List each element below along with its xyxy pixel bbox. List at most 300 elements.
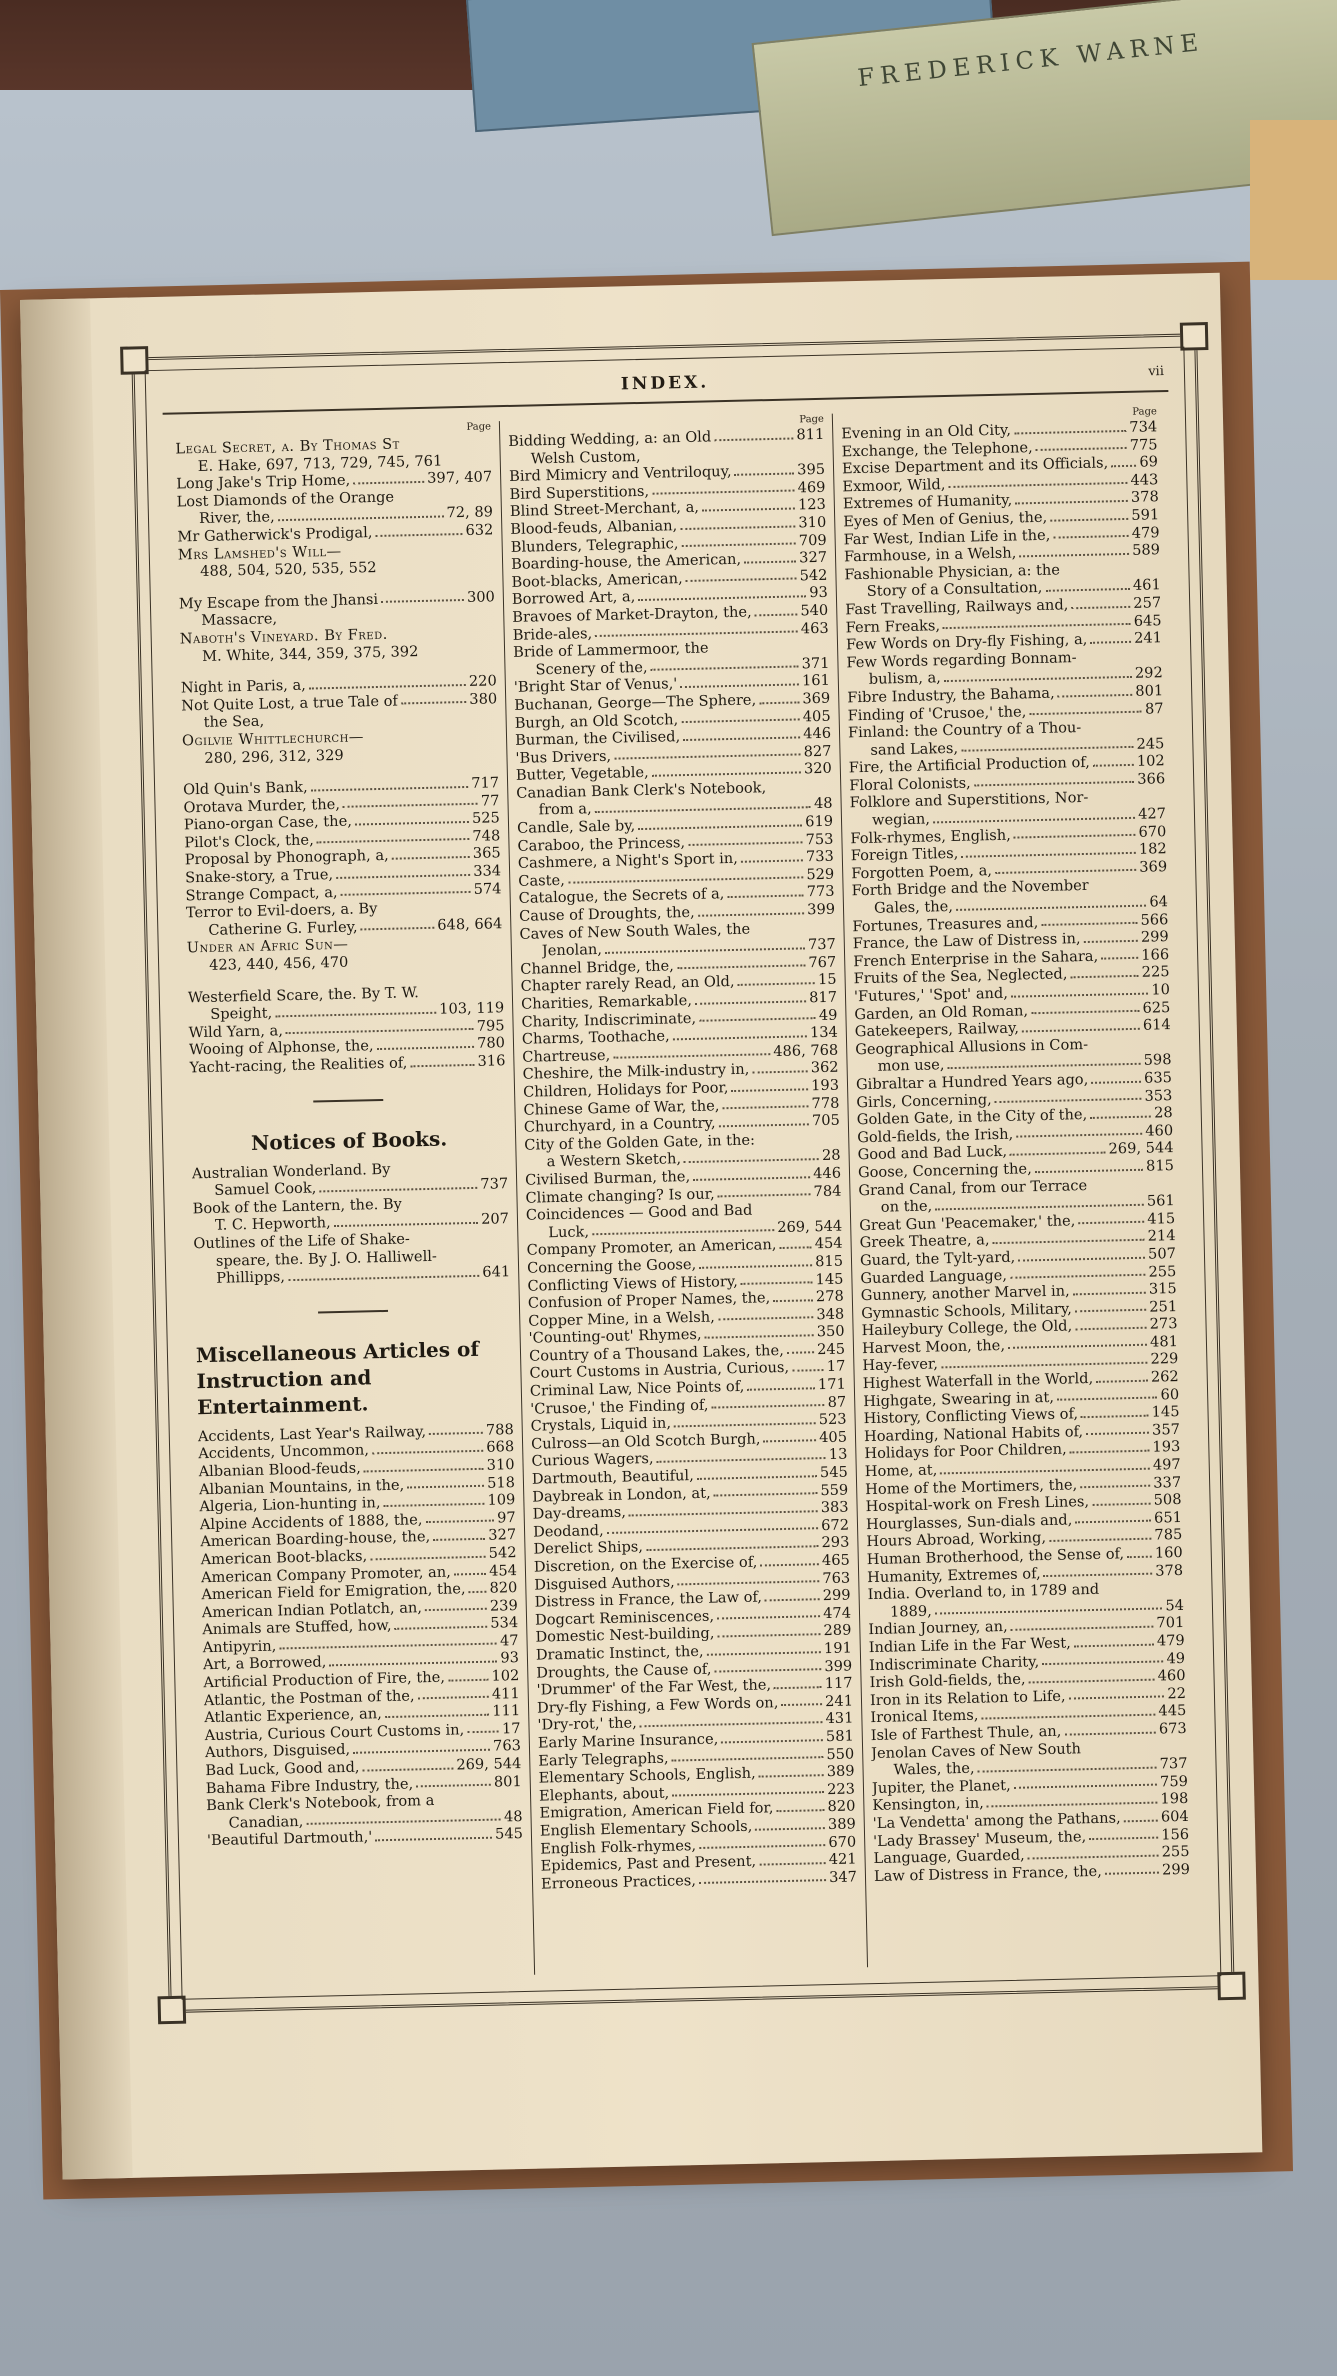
entry-page-ref: 705 xyxy=(811,1111,841,1130)
entry-title: Wooing of Alphonse, the, xyxy=(188,1037,374,1059)
entry-page-ref: 486, 768 xyxy=(773,1041,839,1060)
entry-page-ref: 614 xyxy=(1142,1016,1171,1034)
entry-page-ref: 737 xyxy=(1159,1755,1188,1773)
entry-title: Forgotten Poem, a, xyxy=(851,861,993,883)
entry-title: Artificial Production of Fire, the, xyxy=(203,1668,446,1692)
leader-dots xyxy=(978,1766,1157,1772)
entry-page-ref: 369 xyxy=(1139,857,1168,876)
leader-dots xyxy=(1075,1309,1146,1313)
entry-page-ref: 815 xyxy=(1145,1156,1175,1175)
entry-title: Harvest Moon, the, xyxy=(861,1336,1006,1358)
entry-title: Gymnastic Schools, Military, xyxy=(861,1300,1073,1322)
section-divider xyxy=(318,1310,388,1314)
entry-page-ref: 733 xyxy=(805,847,835,866)
leader-dots xyxy=(1081,1415,1149,1419)
entry-title: 'Crusoe,' the Finding of, xyxy=(530,1396,709,1418)
entry-title: Forth Bridge and the November xyxy=(851,877,1089,900)
entry-title: Caste, xyxy=(518,871,565,890)
leader-dots xyxy=(384,1502,485,1506)
leader-dots xyxy=(752,1070,807,1073)
entry-title: Dogcart Reminiscences, xyxy=(534,1607,715,1629)
entry-title: Charity, Indiscriminate, xyxy=(521,1009,697,1031)
leader-dots xyxy=(595,631,798,638)
leader-dots xyxy=(353,481,424,485)
entry-title: Churchyard, in a Country, xyxy=(523,1114,716,1136)
entry-title: Boot-blacks, American, xyxy=(511,569,683,591)
entry-title: Piano-organ Case, the, xyxy=(183,812,353,834)
leader-dots xyxy=(747,1387,815,1391)
leader-dots xyxy=(1075,1520,1151,1524)
entry-page-ref: 784 xyxy=(813,1182,842,1200)
leader-dots xyxy=(699,1264,812,1269)
entry-title: Distress in France, the Law of, xyxy=(534,1588,763,1611)
entry-title: Confusion of Proper Names, the, xyxy=(527,1289,771,1312)
leader-dots xyxy=(279,1643,497,1650)
index-list xyxy=(841,418,1190,1885)
index-columns xyxy=(167,406,1200,1982)
entry-title: mon use, xyxy=(877,1056,945,1076)
entry-page-ref: 481 xyxy=(1149,1332,1179,1351)
entry-page-ref: 815 xyxy=(814,1252,844,1271)
entry-title: Wales, the, xyxy=(893,1759,975,1779)
entry-title: Concerning the Goose, xyxy=(526,1255,697,1277)
leader-dots xyxy=(714,1492,818,1496)
entry-title: Far West, Indian Life in the, xyxy=(843,526,1051,548)
entry-title: 'Beautiful Dartmouth,' xyxy=(206,1828,373,1850)
entry-page-ref: 399 xyxy=(824,1657,853,1675)
entry-page-ref: 316 xyxy=(477,1052,506,1070)
entry-title: Bravoes of Market-Drayton, the, xyxy=(512,603,752,626)
leader-dots xyxy=(469,1590,487,1592)
entry-page-ref: 353 xyxy=(1144,1086,1173,1105)
entry-page-ref: 817 xyxy=(808,988,838,1007)
entry-page-ref: 378 xyxy=(1130,488,1159,507)
entry-page-ref: 15 xyxy=(817,971,837,989)
entry-title: Hoarding, National Habits of, xyxy=(863,1423,1084,1445)
entry-title: Proposal by Phonograph, a, xyxy=(184,847,389,869)
leader-dots xyxy=(1035,1168,1143,1172)
entry-title: River, the, xyxy=(198,508,275,528)
entry-title: Canadian Bank Clerk's Notebook, xyxy=(516,779,767,802)
entry-title: Golden Gate, in the City of the, xyxy=(856,1106,1088,1129)
leader-dots xyxy=(1014,834,1136,839)
index-list xyxy=(508,426,857,1893)
entry-title: Iron in its Relation to Life, xyxy=(869,1687,1066,1709)
entry-title: Chartreuse, xyxy=(522,1046,611,1066)
entry-page-ref: 763 xyxy=(822,1569,851,1587)
entry-page-ref: 214 xyxy=(1147,1227,1176,1245)
entry-page-ref: 77 xyxy=(480,791,500,810)
leader-dots xyxy=(433,1538,485,1541)
entry-page-ref: 103, 119 xyxy=(439,999,505,1018)
entry-title: 488, 504, 520, 535, 552 xyxy=(200,559,377,581)
entry-page-ref: 102 xyxy=(491,1667,520,1685)
entry-page-ref: 399 xyxy=(806,900,836,919)
entry-title: Fibre Industry, the Bahama, xyxy=(847,684,1055,707)
entry-title: Court Customs in Austria, Curious, xyxy=(529,1359,790,1383)
leader-dots xyxy=(974,781,1135,787)
leader-dots xyxy=(1074,1643,1154,1647)
entry-page-ref: 507 xyxy=(1147,1244,1177,1263)
entry-title: Algeria, Lion-hunting in, xyxy=(199,1494,381,1516)
entry-title: Catalogue, the Secrets of a, xyxy=(518,885,725,908)
leader-dots xyxy=(773,1299,813,1302)
entry-title: 'Drummer' of the Far West, the, xyxy=(536,1676,772,1699)
entry-title: Domestic Nest-building, xyxy=(535,1624,715,1647)
entry-title: Naboth's Vineyard. By Fred. xyxy=(179,625,388,648)
leader-dots xyxy=(309,684,466,690)
entry-title: Fast Travelling, Railways and, xyxy=(845,596,1069,619)
entry-page-ref: 54 xyxy=(1165,1596,1185,1615)
entry-title: India. Overland to, in 1789 and xyxy=(867,1581,1100,1604)
leader-dots xyxy=(370,1555,486,1560)
leader-dots xyxy=(1049,1538,1152,1542)
entry-page-ref: 371 xyxy=(801,654,830,673)
leader-dots xyxy=(1057,1397,1158,1401)
entry-page-ref: 241 xyxy=(824,1692,854,1710)
entry-title: Lost Diamonds of the Orange xyxy=(176,488,395,511)
entry-title: Bird Mimicry and Ventriloquy, xyxy=(508,463,732,486)
leader-dots xyxy=(735,472,795,475)
entry-title: Coincidences — Good and Bad xyxy=(525,1201,753,1224)
entry-page-ref: 542 xyxy=(488,1543,517,1562)
leader-dots xyxy=(714,437,793,441)
entry-title: 'Futures,' 'Spot' and, xyxy=(853,984,1009,1006)
entry-title: Jenolan Caves of New South xyxy=(870,1739,1082,1762)
entry-title: Scenery of the, xyxy=(535,658,648,679)
leader-dots xyxy=(1036,447,1127,451)
leader-dots xyxy=(1086,1432,1149,1435)
entry-page-ref: 542 xyxy=(799,566,828,585)
leader-dots xyxy=(1011,1626,1154,1631)
entry-title: Home, at, xyxy=(864,1461,938,1481)
leader-dots xyxy=(407,1485,484,1489)
entry-title: Hospital-work on Fresh Lines, xyxy=(865,1493,1090,1516)
stacked-book-tan xyxy=(1250,120,1337,280)
entry-page-ref: 795 xyxy=(476,1017,505,1035)
entry-title: Country of a Thousand Lakes, the, xyxy=(528,1341,784,1365)
entry-title: E. Hake, 697, 713, 729, 745, 761 xyxy=(197,452,443,475)
entry-title: 'Bus Drivers, xyxy=(515,747,612,767)
entry-page-ref: 604 xyxy=(1160,1807,1189,1826)
entry-title: Folklore and Superstitions, Nor- xyxy=(849,789,1089,812)
leader-dots xyxy=(1090,641,1131,644)
leader-dots xyxy=(1029,711,1142,716)
leader-dots xyxy=(755,1827,825,1831)
entry-page-ref: 93 xyxy=(809,584,829,602)
leader-dots xyxy=(717,1616,820,1620)
entry-title: Chapter rarely Read, an Old, xyxy=(520,973,735,996)
entry-title: Evening in an Old City, xyxy=(841,421,1012,443)
entry-title: Not Quite Lost, a true Tale of xyxy=(181,692,399,715)
leader-dots xyxy=(646,1545,819,1551)
leader-dots xyxy=(1089,1837,1158,1841)
entry-page-ref: 461 xyxy=(1132,576,1161,595)
entry-title: Charms, Toothache, xyxy=(521,1027,670,1048)
notices-heading: Notices of Books. xyxy=(250,1126,448,1155)
entry-title: Home of the Mortimers, the, xyxy=(865,1475,1078,1498)
leader-dots xyxy=(961,852,1136,858)
entry-title: Bank Clerk's Notebook, from a xyxy=(206,1792,435,1815)
leader-dots xyxy=(683,736,800,741)
entry-page-ref: 48 xyxy=(813,795,833,813)
entry-title: Gales, the, xyxy=(873,898,954,917)
leader-dots xyxy=(935,1203,1144,1210)
leader-dots xyxy=(1044,1573,1153,1577)
leader-dots xyxy=(699,1879,826,1884)
entry-title: Bad Luck, Good and, xyxy=(205,1758,360,1780)
entry-title: Accidents, Uncommon, xyxy=(198,1441,370,1463)
entry-page-ref: 801 xyxy=(493,1772,522,1791)
entry-title: Cause of Droughts, the, xyxy=(518,903,695,925)
entry-page-ref: 289 xyxy=(823,1621,852,1640)
entry-title: My Escape from the Jhansi xyxy=(178,590,379,613)
entry-page-ref: 49 xyxy=(1166,1649,1186,1667)
page-title: INDEX. xyxy=(620,372,710,395)
leader-dots xyxy=(741,859,803,862)
entry-page-ref: 717 xyxy=(471,774,500,792)
leader-dots xyxy=(993,1239,1145,1244)
leader-dots xyxy=(1018,1256,1145,1261)
entry-page-ref: 223 xyxy=(826,1780,856,1798)
entry-title: Elephants, about, xyxy=(538,1784,670,1805)
leader-dots xyxy=(1014,1784,1157,1789)
entry-title: Copper Mine, in a Welsh, xyxy=(528,1308,715,1330)
entry-title: 'La Vendetta' among the Pathans, xyxy=(872,1809,1121,1832)
entry-page-ref: 801 xyxy=(1135,682,1164,700)
entry-title: Caves of New South Wales, the xyxy=(519,920,751,943)
entry-page-ref: 102 xyxy=(1136,752,1165,771)
leader-dots xyxy=(1124,1819,1158,1822)
entry-page-ref: 145 xyxy=(1151,1403,1180,1421)
entry-title: Indian Life in the Far West, xyxy=(868,1634,1072,1657)
entry-title: Alpine Accidents of 1888, the, xyxy=(199,1510,423,1533)
leader-dots xyxy=(336,874,470,879)
entry-page-ref: 380 xyxy=(469,689,498,708)
leader-dots xyxy=(1041,922,1137,926)
leader-dots xyxy=(688,842,803,847)
entry-title: Deodand, xyxy=(532,1521,604,1541)
leader-dots xyxy=(1105,1872,1159,1875)
entry-page-ref: 87 xyxy=(827,1393,847,1411)
leader-dots xyxy=(1096,1379,1148,1382)
entry-title: Crystals, Liquid in, xyxy=(530,1414,672,1435)
entry-page-ref: 28 xyxy=(1153,1104,1173,1122)
entry-title: Good and Bad Luck, xyxy=(857,1143,1008,1164)
leader-dots xyxy=(697,1475,817,1480)
frame-corner-ornament xyxy=(1217,1972,1246,2001)
entry-page-ref: 60 xyxy=(1160,1385,1180,1404)
leader-dots xyxy=(956,904,1146,910)
entry-page-ref: 225 xyxy=(1141,963,1170,982)
entry-page-ref: 269, 544 xyxy=(456,1755,522,1774)
leader-dots xyxy=(1084,940,1138,943)
entry-page-ref: 292 xyxy=(1134,664,1163,683)
entry-title: the Sea, xyxy=(203,712,265,732)
entry-title: Derelict Ships, xyxy=(533,1538,644,1559)
entry-title: Guarded Language, xyxy=(860,1266,1008,1287)
leader-dots xyxy=(1090,1115,1151,1118)
leader-dots xyxy=(1073,1291,1146,1295)
entry-page-ref: 239 xyxy=(489,1596,518,1615)
entry-page-ref: 13 xyxy=(828,1445,848,1464)
entry-page-ref: 166 xyxy=(1141,945,1170,964)
entry-page-ref: 299 xyxy=(1140,928,1169,946)
entry-title: Phillipps, xyxy=(216,1268,286,1287)
leader-dots xyxy=(718,1317,814,1321)
entry-title: Indiscriminate Charity, xyxy=(868,1652,1040,1674)
leader-dots xyxy=(375,533,462,537)
leader-dots xyxy=(375,1837,492,1842)
entry-title: Emigration, American Field for, xyxy=(539,1799,774,1822)
entry-title: Few Words on Dry-fly Fishing, a, xyxy=(845,630,1088,654)
leader-dots xyxy=(760,1563,819,1566)
leader-dots xyxy=(629,1510,818,1516)
leader-dots xyxy=(1028,1854,1159,1859)
leader-dots xyxy=(395,1626,488,1630)
entry-title: Fern Freaks, xyxy=(845,616,941,636)
entry-title: Company Promoter, an American, xyxy=(526,1236,777,1260)
leader-dots xyxy=(981,1714,1155,1720)
leader-dots xyxy=(718,1193,811,1197)
entry-page-ref: 245 xyxy=(816,1340,846,1359)
entry-title: Culross—an Old Scotch Burgh, xyxy=(530,1430,761,1453)
leader-dots xyxy=(288,1275,479,1281)
entry-title: American Boot-blacks, xyxy=(200,1547,368,1569)
entry-title: Gunnery, another Marvel in, xyxy=(860,1282,1070,1305)
entry-title: Boarding-house, the American, xyxy=(510,550,742,574)
entry-title: Fashionable Physician, a: the xyxy=(844,561,1061,584)
leader-dots xyxy=(1050,517,1128,521)
leader-dots xyxy=(607,1528,819,1535)
entry-title: Finland: the Country of a Thou- xyxy=(847,719,1082,742)
entry-page-ref: 156 xyxy=(1161,1825,1190,1844)
entry-title: Dartmouth, Beautiful, xyxy=(531,1467,694,1488)
entry-page-ref: 545 xyxy=(494,1825,524,1844)
entry-title: Epidemics, Past and Present, xyxy=(540,1852,757,1875)
leader-dots xyxy=(429,1432,483,1435)
entry-title: Irish Gold-fields, the, xyxy=(869,1670,1026,1692)
entry-title: Day-dreams, xyxy=(532,1503,627,1523)
leader-dots xyxy=(1042,1661,1163,1666)
entry-title: Atlantic, the Postman of the, xyxy=(203,1687,415,1709)
entry-title: English Elementary Schools, xyxy=(539,1817,753,1840)
leader-dots xyxy=(1111,464,1136,467)
entry-title: Outlines of the Life of Shake- xyxy=(193,1230,411,1253)
leader-dots xyxy=(719,1123,810,1127)
entry-page-ref: 454 xyxy=(814,1234,843,1253)
entry-title: Fortunes, Treasures and, xyxy=(852,913,1039,935)
leader-dots xyxy=(681,543,795,548)
entry-page-ref: 773 xyxy=(806,883,835,901)
entry-page-ref: 299 xyxy=(1161,1860,1191,1879)
entry-title: Long Jake's Trip Home, xyxy=(176,471,351,493)
leader-dots xyxy=(943,623,1131,629)
entry-page-ref: 320 xyxy=(803,759,833,778)
leader-dots xyxy=(705,1334,814,1338)
index-column-3 xyxy=(833,406,1200,1967)
entry-page-ref: 591 xyxy=(1131,506,1160,524)
entry-page-ref: 161 xyxy=(801,672,831,690)
entry-page-ref: 670 xyxy=(1138,822,1167,841)
entry-page-ref: 446 xyxy=(802,724,832,743)
entry-page-ref: 523 xyxy=(818,1410,847,1429)
entry-title: Jupiter, the Planet, xyxy=(871,1776,1011,1797)
entry-title: 'Bright Star of Venus,' xyxy=(513,675,678,697)
entry-title: Dry-fly Fishing, a Few Words on, xyxy=(536,1693,779,1717)
leader-dots xyxy=(385,1714,490,1718)
entry-page-ref: 427 xyxy=(1137,805,1167,823)
leader-dots xyxy=(1058,693,1133,697)
entry-page-ref: 811 xyxy=(796,425,825,444)
entry-title: Massacre, xyxy=(201,610,278,630)
entry-title: Haileybury College, the Old, xyxy=(861,1317,1073,1340)
entry-title: 'Lady Brassey' Museum, the, xyxy=(872,1827,1087,1850)
leader-dots xyxy=(1101,957,1138,960)
entry-page-ref: 460 xyxy=(1157,1667,1186,1685)
entry-page-ref: 465 xyxy=(821,1551,850,1570)
leader-dots xyxy=(319,1187,477,1193)
page-frame xyxy=(131,333,1234,2013)
entry-title: Samuel Cook, xyxy=(214,1179,317,1200)
entry-page-ref: 97 xyxy=(496,1508,516,1527)
entry-title: American Boarding-house, the, xyxy=(200,1528,431,1551)
entry-title: Daybreak in London, at, xyxy=(532,1484,711,1506)
entry-page-ref: 134 xyxy=(809,1023,839,1042)
leader-dots xyxy=(961,746,1134,752)
entry-page-ref: 673 xyxy=(1158,1719,1187,1738)
entry-page-ref: 171 xyxy=(817,1375,847,1394)
entry-page-ref: 759 xyxy=(1159,1772,1189,1791)
entry-title: Gatekeepers, Railway, xyxy=(854,1019,1020,1041)
leader-dots xyxy=(568,877,804,884)
entry-page-ref: 337 xyxy=(1153,1473,1182,1492)
entry-page-ref: 463 xyxy=(800,619,829,637)
index-column-1 xyxy=(167,421,535,1982)
entry-title: Law of Distress in France, the, xyxy=(873,1862,1102,1885)
entry-title: Under an Afric Sun— xyxy=(186,936,349,957)
entry-page-ref: 87 xyxy=(1144,699,1164,718)
leader-dots xyxy=(1010,1152,1106,1156)
entry-title: Girls, Concerning, xyxy=(856,1090,992,1111)
entry-page-ref: 241 xyxy=(1133,629,1163,647)
leader-dots xyxy=(657,1457,826,1463)
entry-page-ref: 748 xyxy=(472,827,501,845)
entry-title: Great Gun 'Peacemaker,' the, xyxy=(859,1212,1076,1234)
entry-page-ref: 778 xyxy=(811,1094,840,1112)
entry-title: Language, Guarded, xyxy=(873,1846,1025,1868)
entry-page-ref: 10 xyxy=(1151,981,1171,999)
entry-page-ref: 220 xyxy=(468,672,497,691)
entry-page-ref: 255 xyxy=(1161,1842,1190,1861)
leader-dots xyxy=(353,1749,490,1754)
entry-page-ref: 229 xyxy=(1150,1350,1179,1369)
leader-dots xyxy=(702,507,795,511)
entry-page-ref: 348 xyxy=(816,1305,845,1323)
leader-dots xyxy=(1093,764,1134,767)
leader-dots xyxy=(699,1844,825,1849)
entry-title: Elementary Schools, English, xyxy=(538,1764,756,1787)
leader-dots xyxy=(605,947,805,954)
leader-dots xyxy=(741,1281,813,1285)
entry-page-ref: 357 xyxy=(1151,1420,1181,1439)
entry-title: Kensington, in, xyxy=(872,1794,985,1815)
entry-title: 280, 296, 312, 329 xyxy=(204,746,344,767)
entry-page-ref: 299 xyxy=(822,1586,851,1605)
leader-dots xyxy=(1092,1502,1151,1505)
entry-title: Atlantic Experience, an, xyxy=(204,1705,383,1727)
leader-dots xyxy=(1015,500,1128,505)
